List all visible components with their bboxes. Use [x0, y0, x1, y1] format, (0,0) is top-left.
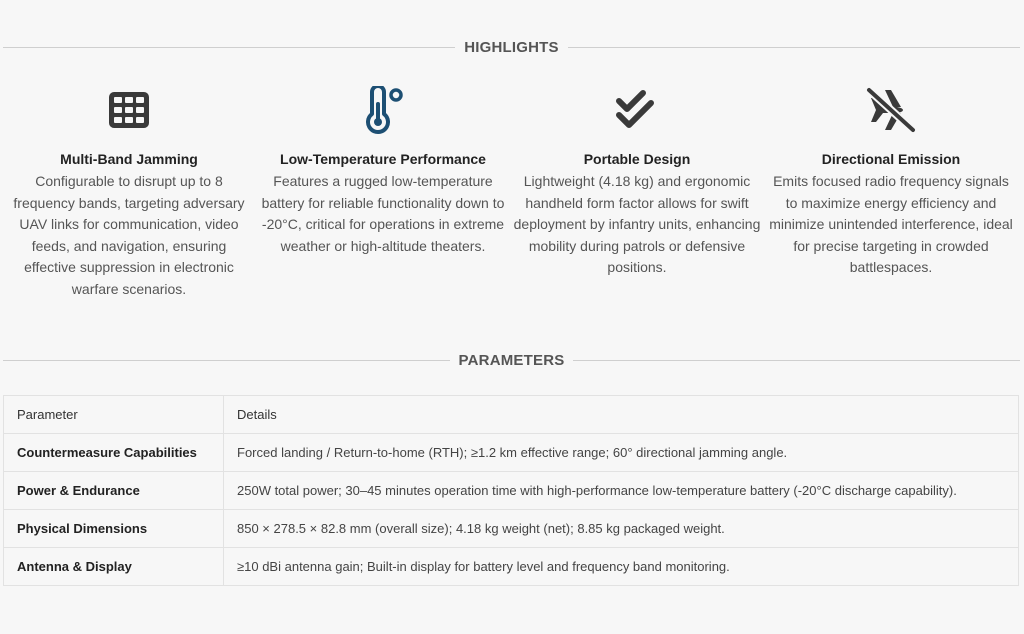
column-header-details: Details	[224, 396, 1019, 434]
parameter-name: Countermeasure Capabilities	[4, 434, 224, 472]
divider	[568, 47, 1020, 48]
grid-icon	[105, 86, 153, 134]
parameter-details: ≥10 dBi antenna gain; Built-in display for battery level and frequency band monitoring.	[224, 548, 1019, 586]
parameter-details: 850 × 278.5 × 82.8 mm (overall size); 4.18 kg weight (net); 8.85 kg packaged weight.	[224, 510, 1019, 548]
feature-low-temperature-performance	[259, 86, 507, 257]
feature-description: Emits focused radio frequency signals to maximize energy efficiency and minimize unintended interference, ideal for precise targeting in crowded battlespaces.	[769, 173, 1013, 275]
feature-title: Directional Emission	[821, 151, 961, 167]
table-header-row	[4, 396, 1019, 434]
highlights-title: HIGHLIGHTS	[464, 38, 559, 56]
double-check-icon	[613, 86, 661, 134]
feature-title: Portable Design	[583, 151, 691, 167]
parameters-table	[3, 395, 1019, 586]
feature-portable-design	[513, 86, 761, 279]
highlights-list	[0, 86, 1024, 306]
table-row	[4, 472, 1019, 510]
column-header-parameter: Parameter	[4, 396, 224, 434]
table-row	[4, 434, 1019, 472]
highlights-heading	[0, 37, 1024, 57]
parameters-heading	[0, 350, 1024, 370]
feature-title: Low-Temperature Performance	[280, 151, 486, 167]
parameter-name: Physical Dimensions	[4, 510, 224, 548]
parameter-name: Antenna & Display	[4, 548, 224, 586]
parameter-details: Forced landing / Return-to-home (RTH); ≥1.2 km effective range; 60° directional jamming angle.	[224, 434, 1019, 472]
thermometer-icon	[359, 86, 407, 134]
parameter-details: 250W total power; 30–45 minutes operation time with high-performance low-temperature battery (-20°C discharge capability).	[224, 472, 1019, 510]
airplane-off-icon	[863, 86, 919, 134]
feature-description: Features a rugged low-temperature battery for reliable functionality down to -20°C, critical for operations in extreme weather or high-altitude theaters.	[261, 173, 505, 254]
parameter-name: Power & Endurance	[4, 472, 224, 510]
table-row	[4, 548, 1019, 586]
feature-multi-band-jamming	[5, 86, 253, 300]
feature-description: Lightweight (4.18 kg) and ergonomic handheld form factor allows for swift deployment by infantry units, enhancing mobility during patrols or defensive positions.	[513, 173, 761, 275]
feature-description: Configurable to disrupt up to 8 frequency bands, targeting adversary UAV links for communication, video feeds, and navigation, ensuring effective suppression in electronic warfare scenarios.	[13, 173, 245, 297]
table-row	[4, 510, 1019, 548]
divider	[3, 360, 450, 361]
divider	[3, 47, 455, 48]
feature-directional-emission	[767, 86, 1015, 279]
divider	[573, 360, 1020, 361]
parameters-title: PARAMETERS	[458, 351, 565, 369]
feature-title: Multi-Band Jamming	[60, 151, 198, 167]
